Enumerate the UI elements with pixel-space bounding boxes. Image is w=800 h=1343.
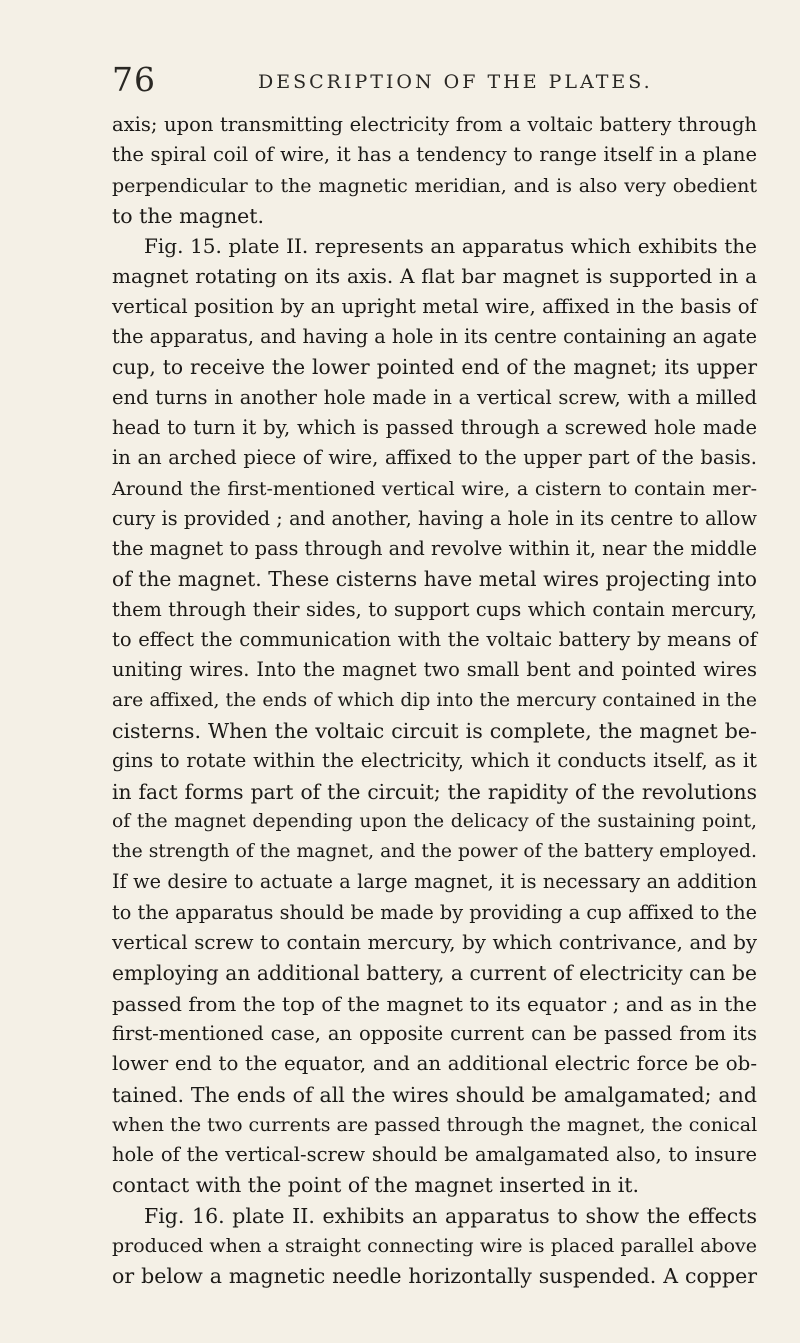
text-line: when the two currents are passed through the magnet, the conical xyxy=(112,1113,758,1136)
text-line: first-mentioned case, an opposite current can be passed from its xyxy=(112,1021,757,1045)
text-line: to effect the communication with the voltaic battery by means of xyxy=(112,628,757,652)
text-line: of the magnet. These cisterns have metal wires projecting into xyxy=(112,567,757,592)
page-header xyxy=(0,60,800,110)
text-line: in an arched piece of wire, affixed to the upper part of the basis. xyxy=(112,446,757,470)
text-line: gins to rotate within the electricity, which it conducts itself, as it xyxy=(112,749,757,773)
text-line: hole of the vertical-screw should be amalgamated also, to insure xyxy=(112,1143,757,1167)
text-line: the strength of the magnet, and the power of the battery employed. xyxy=(112,841,757,863)
running-head: DESCRIPTION OF THE PLATES. xyxy=(258,71,653,93)
text-line: axis; upon transmitting electricity from a voltaic battery through xyxy=(112,113,757,136)
text-line: contact with the point of the magnet inserted in it. xyxy=(112,1173,640,1198)
text-line: cup, to receive the lower pointed end of the magnet; its upper xyxy=(112,355,757,380)
text-line: Fig. 15. plate II. represents an apparatus which exhibits the xyxy=(144,234,757,259)
text-line: tained. The ends of all the wires should be amalgamated; and xyxy=(112,1082,757,1107)
text-line: head to turn it by, which is passed through a screwed hole made xyxy=(112,415,757,439)
text-line: lower end to the equator, and an additional electric force be ob- xyxy=(112,1052,757,1076)
text-line: are affixed, the ends of which dip into the mercury contained in the xyxy=(112,689,757,711)
text-line: uniting wires. Into the magnet two small bent and pointed wires xyxy=(112,658,757,682)
text-line: to the magnet. xyxy=(112,203,265,228)
text-line: cisterns. When the voltaic circuit is complete, the magnet be- xyxy=(112,718,757,743)
text-line: magnet rotating on its axis. A flat bar magnet is supported in a xyxy=(112,264,757,289)
text-line: the apparatus, and having a hole in its centre containing an agate xyxy=(112,325,757,349)
text-line: of the magnet depending upon the delicacy of the sustaining point, xyxy=(112,810,757,832)
text-line: perpendicular to the magnetic meridian, and is also very obedient xyxy=(112,174,757,197)
text-line: vertical screw to contain mercury, by which contrivance, and by xyxy=(112,931,757,955)
text-line: Fig. 16. plate II. exhibits an apparatus to show the effects xyxy=(144,1203,757,1228)
text-line: the spiral coil of wire, it has a tendency to range itself in a plane xyxy=(112,143,757,167)
text-line: to the apparatus should be made by providing a cup affixed to the xyxy=(112,900,757,924)
text-line: cury is provided ; and another, having a hole in its centre to allow xyxy=(112,506,757,530)
text-line: passed from the top of the magnet to its equator ; and as in the xyxy=(112,991,757,1016)
text-line: employing an additional battery, a current of electricity can be xyxy=(112,961,757,986)
text-line: If we desire to actuate a large magnet, it is necessary an addition xyxy=(112,870,757,894)
text-line: in fact forms part of the circuit; the rapidity of the revolutions xyxy=(112,779,757,804)
text-line: Around the first-mentioned vertical wire, a cistern to contain mer- xyxy=(112,477,757,500)
body-text xyxy=(112,110,757,1292)
page-number: 76 xyxy=(112,60,156,99)
text-line: or below a magnetic needle horizontally suspended. A copper xyxy=(112,1264,757,1289)
text-line: vertical position by an upright metal wire, affixed in the basis of xyxy=(112,294,757,318)
text-line: them through their sides, to support cups which contain mercury, xyxy=(112,597,757,621)
text-line: produced when a straight connecting wire is placed parallel above xyxy=(112,1234,757,1257)
text-line: end turns in another hole made in a vertical screw, with a milled xyxy=(112,385,757,409)
text-line: the magnet to pass through and revolve within it, near the middle xyxy=(112,537,757,561)
